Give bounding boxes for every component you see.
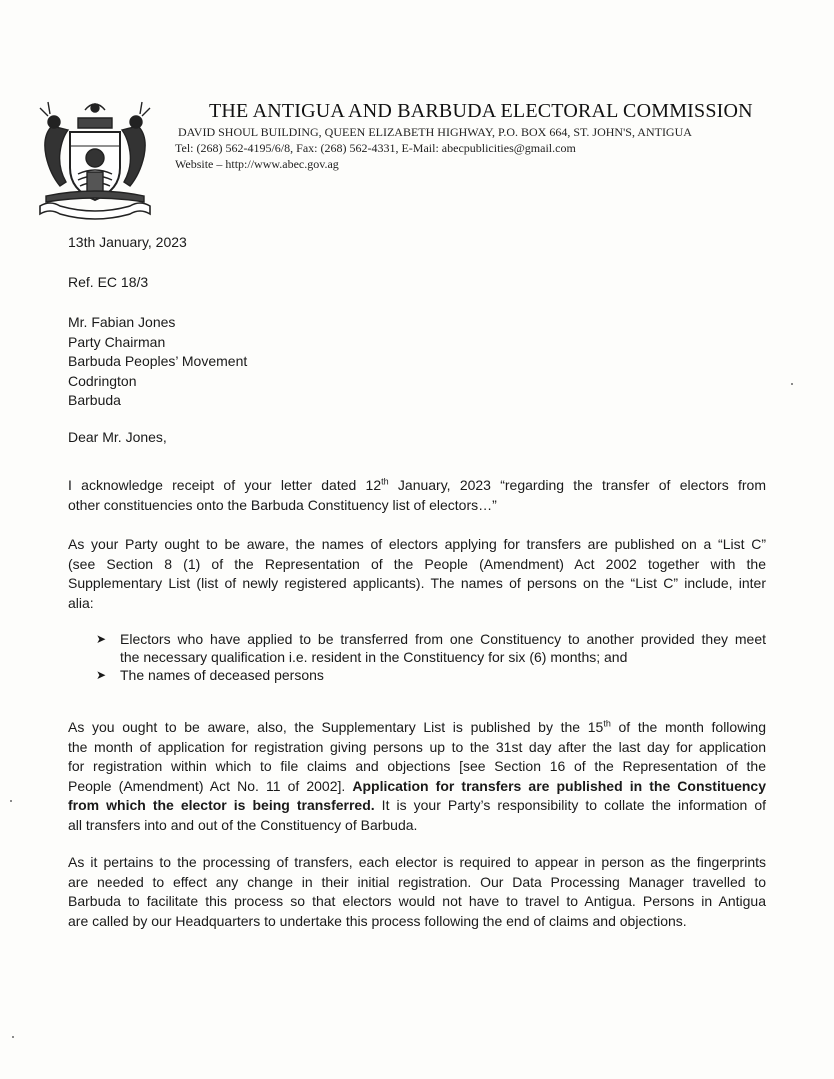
recipient-line: Barbuda Peoples’ Movement <box>68 353 248 369</box>
list-item: ➤ Electors who have applied to be transferred from one Constituency to another provided they meet the necessary qualification i.e. resident in the Constituency for six (6) months; and <box>96 631 766 665</box>
recipient-line: Barbuda <box>68 392 121 408</box>
scan-speck <box>12 1036 14 1038</box>
bullet-list <box>96 630 766 684</box>
scan-speck <box>10 800 12 802</box>
recipient-line: Party Chairman <box>68 333 166 350</box>
recipient-block <box>68 313 766 411</box>
coat-of-arms-icon <box>30 96 160 226</box>
commission-website: Website – http://www.abec.gov.ag <box>175 157 339 171</box>
letter-date: 13th January, 2023 <box>68 234 187 250</box>
paragraph-list-c: As your Party ought to be aware, the names of electors applying for transfers are published on a “List C” (see Section 8 (1) of the Representation of the People (Amendment) Act 2002 together with the Supplementary List (list of newly registered applicants). The names of persons on the “List C” include, inter alia: <box>68 536 766 611</box>
paragraph-fingerprints: As it pertains to the processing of transfers, each elector is required to appear in person as the fingerprints are needed to effect any change in their initial registration. Our Data Processing Manager travelled to Barbuda to facilitate this process so that electors would not have to travel to Antigua. Persons in Antigua are called by our Headquarters to undertake this process following the end of claims and objections. <box>68 854 766 929</box>
scan-speck <box>791 383 793 385</box>
recipient-line: Codrington <box>68 372 137 389</box>
recipient-line: Mr. Fabian Jones <box>68 314 176 330</box>
paragraph-supplementary-list: As you ought to be aware, also, the Supplementary List is published by the 15th of the month following the month of application for registration giving persons up to the 31st day after the last day for application for registration within which to file claims and objections [see Section 16 of the Representation of the People (Amendment) Act No. 11 of 2002]. Application for transfers are published in the Constituency from which the elector is being transferred. It is your Party’s responsibility to collate the information of all transfers into and out of the Constituency of Barbuda. <box>68 718 767 833</box>
paragraph-acknowledgement: I acknowledge receipt of your letter dated 12th January, 2023 “regarding the transfer of electors from other constituencies onto the Barbuda Constituency list of electors…” <box>68 476 766 513</box>
commission-address: DAVID SHOUL BUILDING, QUEEN ELIZABETH HIGHWAY, P.O. BOX 664, ST. JOHN'S, ANTIGUA <box>178 125 692 139</box>
list-item: ➤ The names of deceased persons <box>96 667 324 683</box>
letterhead <box>175 100 775 172</box>
letter-reference: Ref. EC 18/3 <box>68 274 149 290</box>
salutation: Dear Mr. Jones, <box>68 429 167 445</box>
commission-contact: Tel: (268) 562-4195/6/8, Fax: (268) 562-4331, E-Mail: abecpublicities@gmail.com <box>175 141 576 155</box>
commission-title: THE ANTIGUA AND BARBUDA ELECTORAL COMMISSION <box>209 100 753 122</box>
arrowhead-bullet-icon: ➤ <box>96 632 107 646</box>
arrowhead-bullet-icon: ➤ <box>96 668 107 682</box>
